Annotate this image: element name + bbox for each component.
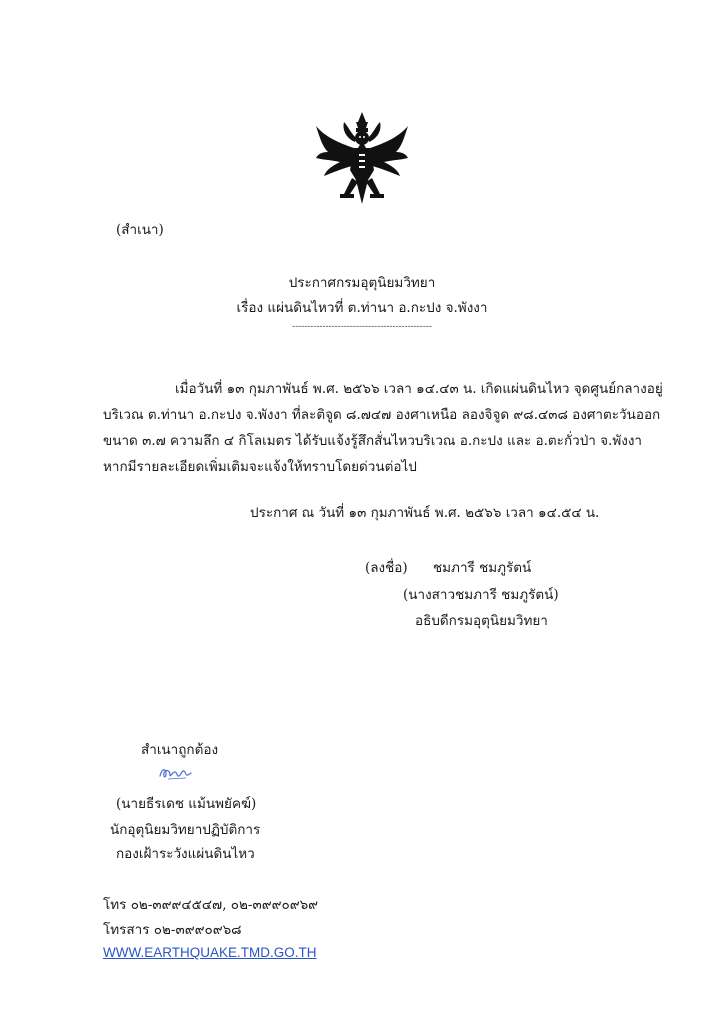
signatory-full-name: (นางสาวชมภารี ชมภูรัตน์) xyxy=(403,587,559,603)
signatory-position: อธิบดีกรมอุตุนิยมวิทยา xyxy=(415,613,548,629)
signature-label: (ลงชื่อ) xyxy=(365,560,408,576)
handwritten-signature-icon xyxy=(158,764,192,782)
separator-line: ---------------------------------------------- xyxy=(292,322,432,332)
announcement-subject: เรื่อง แผ่นดินไหวที่ ต.ท่านา อ.กะปง จ.พังงา xyxy=(236,300,488,316)
signature-name: ชมภารี ชมภูรัตน์ xyxy=(433,560,532,576)
announcement-title: ประกาศกรมอุตุนิยมวิทยา xyxy=(288,275,436,291)
announcement-date: ประกาศ ณ วันที่ ๑๓ กุมภาพันธ์ พ.ศ. ๒๕๖๖ เวลา ๑๔.๕๔ น. xyxy=(250,505,600,521)
certifier-position: นักอุตุนิยมวิทยาปฏิบัติการ xyxy=(110,822,261,838)
phone-numbers: โทร ๐๒-๓๙๙๔๕๔๗, ๐๒-๓๙๙๐๙๖๙ xyxy=(103,897,319,913)
body-line: เมื่อวันที่ ๑๓ กุมภาพันธ์ พ.ศ. ๒๕๖๖ เวลา ๑๔.๔๓ น. เกิดแผ่นดินไหว จุดศูนย์กลางอยู่ xyxy=(175,381,663,397)
fax-number: โทรสาร ๐๒-๓๙๙๐๙๖๘ xyxy=(103,922,242,938)
certifier-name: (นายธีรเดช แม้นพยัคฆ์) xyxy=(116,796,257,812)
copy-label: (สำเนา) xyxy=(116,222,164,238)
certified-copy-label: สำเนาถูกต้อง xyxy=(141,742,219,758)
website-link[interactable]: WWW.EARTHQUAKE.TMD.GO.TH xyxy=(103,945,317,960)
body-line: บริเวณ ต.ท่านา อ.กะปง จ.พังงา ที่ละติจูด ๘.๗๔๗ องศาเหนือ ลองจิจูด ๙๘.๔๓๘ องศาตะวันออก xyxy=(103,407,661,423)
body-line: ขนาด ๓.๗ ความลึก ๔ กิโลเมตร ได้รับแจ้งรู้สึกสั่นไหวบริเวณ อ.กะปง และ อ.ตะกั่วป่า จ.พังงา xyxy=(103,433,642,449)
garuda-emblem-icon xyxy=(312,108,412,208)
certifier-division: กองเฝ้าระวังแผ่นดินไหว xyxy=(116,846,255,862)
body-line: หากมีรายละเอียดเพิ่มเติมจะแจ้งให้ทราบโดยด่วนต่อไป xyxy=(103,459,417,475)
